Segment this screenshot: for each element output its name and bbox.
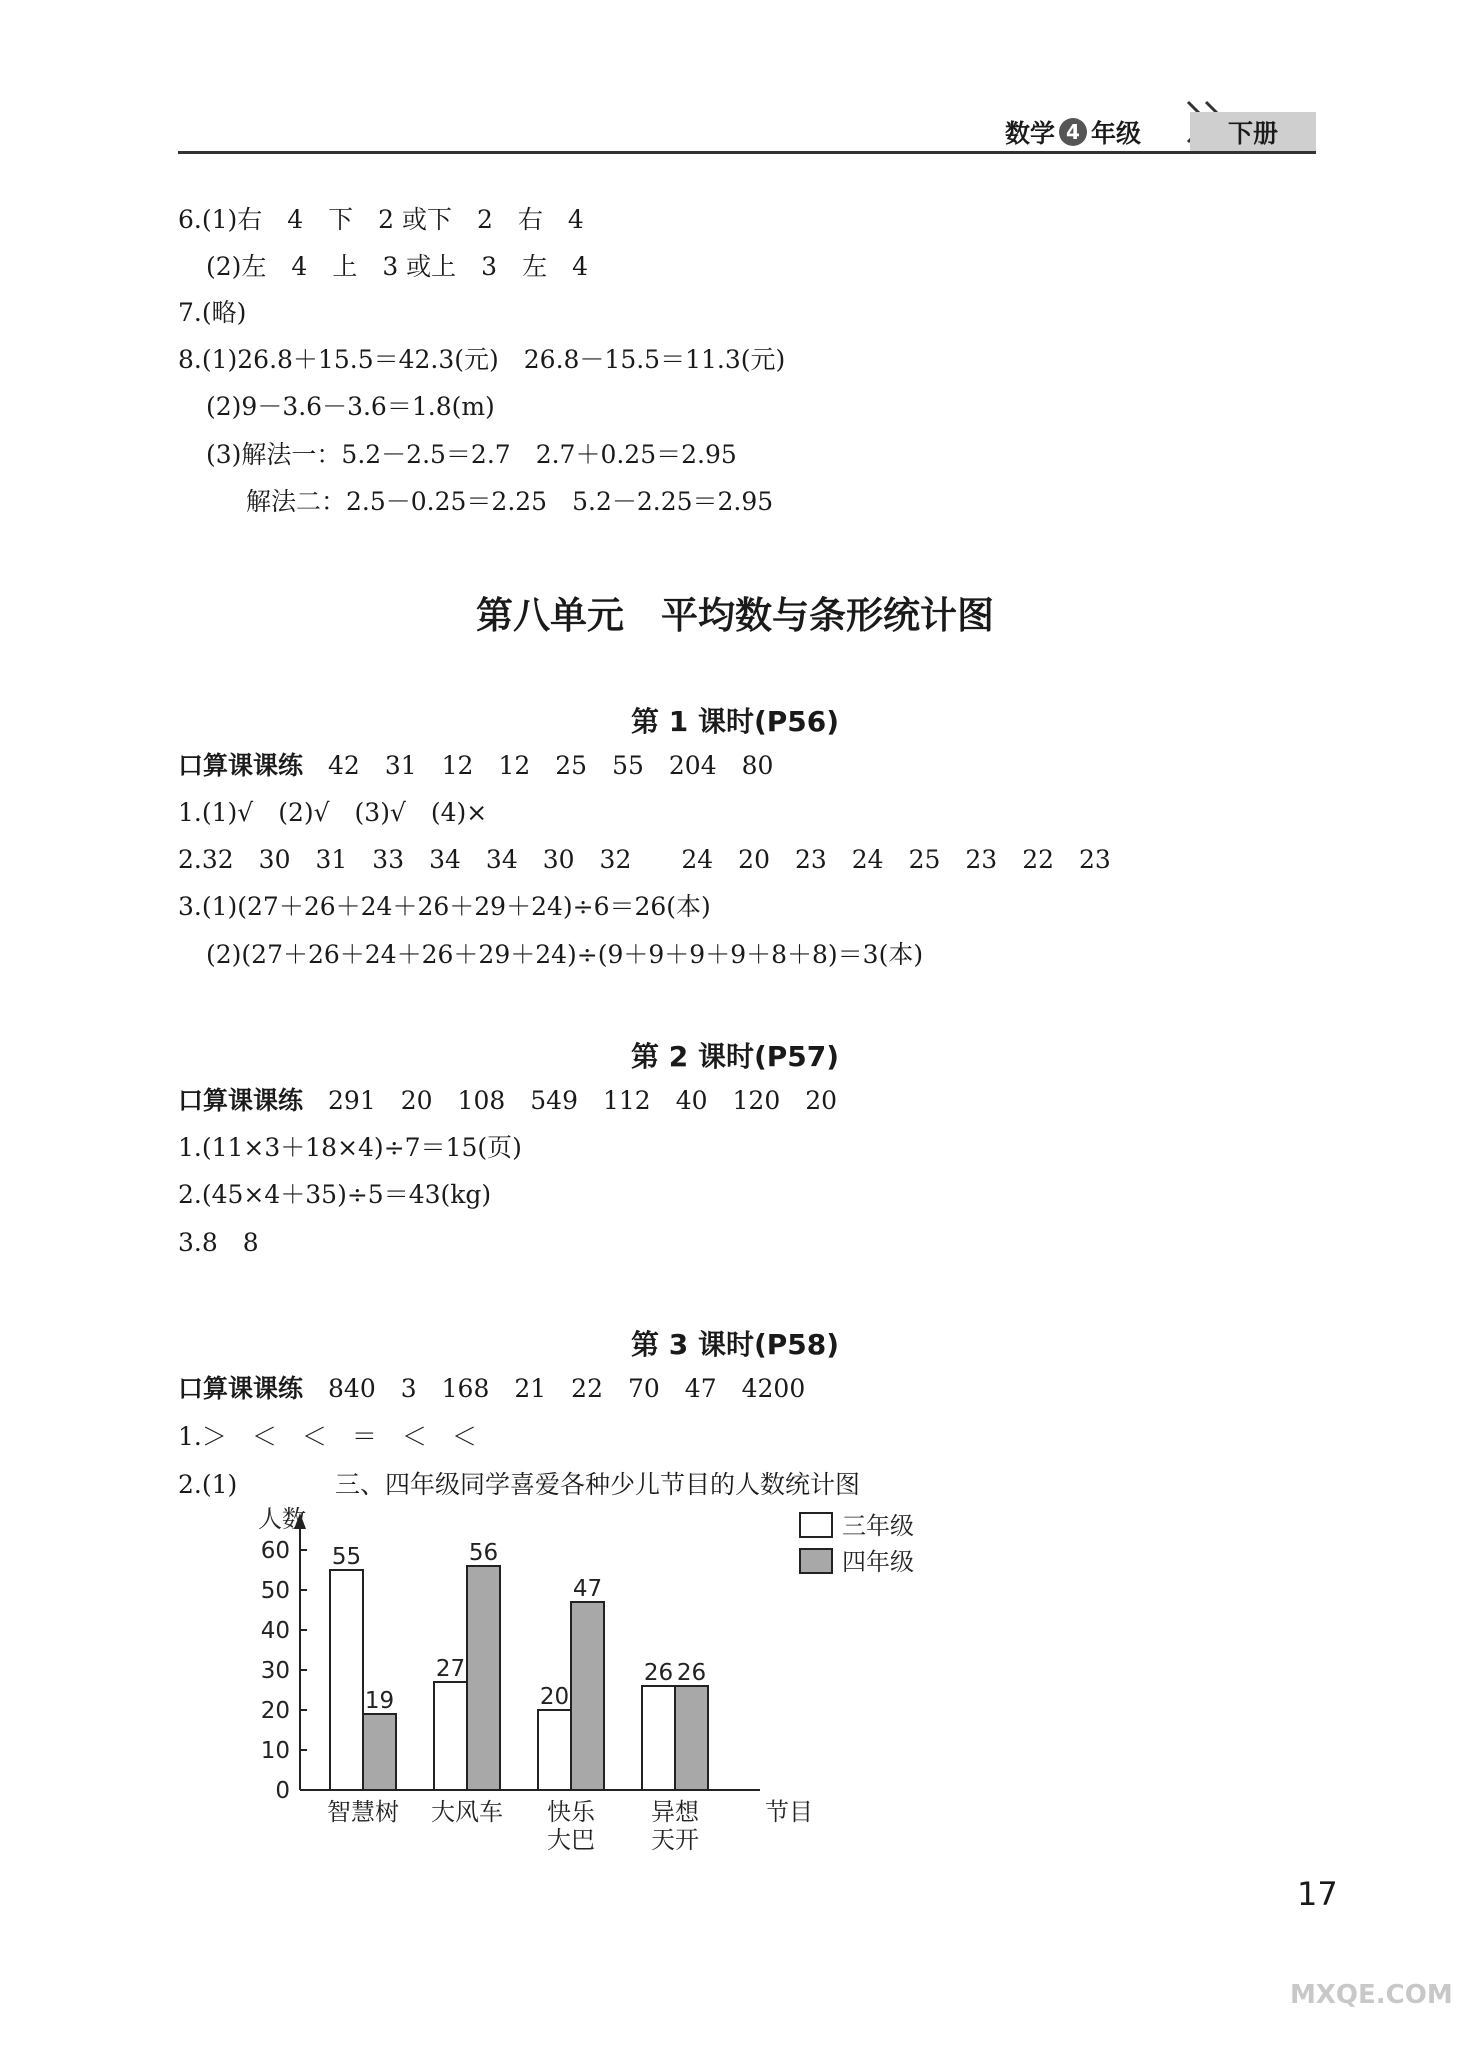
bar [434, 1682, 467, 1790]
oral-values: 291 20 108 549 112 40 120 20 [328, 1086, 838, 1115]
answer-8-3b: 解法二：2.5－0.25＝2.25 5.2－2.25＝2.95 [246, 487, 774, 516]
bar [363, 1714, 396, 1790]
watermark: MXQE.COM [1290, 1980, 1453, 2010]
legend-label: 三年级 [842, 1512, 914, 1540]
lesson1-q1: 1.(1)√ (2)√ (3)√ (4)× [178, 798, 488, 827]
answer-8-1: 8.(1)26.8＋15.5＝42.3(元) 26.8－15.5＝11.3(元) [178, 345, 786, 374]
category-label: 智慧树 [327, 1798, 399, 1826]
lesson3-q2-label: 2.(1) [178, 1470, 238, 1499]
y-axis-label: 人数 [258, 1505, 306, 1533]
legend-swatch [800, 1513, 832, 1537]
lesson3-q1: 1.＞ ＜ ＜ ＝ ＜ ＜ [178, 1422, 477, 1451]
data-label: 47 [572, 1576, 603, 1602]
lesson3-oral [178, 1374, 805, 1404]
legend-swatch [800, 1549, 832, 1573]
page-number: 17 [1297, 1875, 1338, 1913]
lesson2-title: 第 2 课时(P57) [630, 1040, 840, 1073]
x-axis-label: 节目 [765, 1798, 813, 1826]
lesson1-oral [178, 751, 773, 781]
bar [642, 1686, 675, 1790]
y-tick-label: 40 [260, 1618, 290, 1644]
y-tick-label: 50 [260, 1578, 290, 1604]
y-tick-label: 10 [260, 1738, 290, 1764]
data-label: 55 [331, 1544, 362, 1570]
data-label: 19 [364, 1688, 395, 1714]
category-label: 天开 [651, 1826, 699, 1854]
oral-label: 口算课课练 [178, 1374, 304, 1403]
lesson1-title: 第 1 课时(P56) [630, 705, 840, 738]
category-label: 异想 [651, 1798, 699, 1826]
lesson2-q2: 2.(45×4＋35)÷5＝43(kg) [178, 1180, 492, 1209]
lesson3-title: 第 3 课时(P58) [630, 1328, 840, 1361]
header-subject [1005, 112, 1141, 152]
answer-8-2: (2)9－3.6－3.6＝1.8(m) [206, 392, 495, 421]
bar [675, 1686, 708, 1790]
lesson2-oral [178, 1086, 837, 1116]
data-label: 27 [435, 1656, 466, 1682]
grade-badge: 4 [1059, 118, 1087, 146]
answer-8-3a: (3)解法一：5.2－2.5＝2.7 2.7＋0.25＝2.95 [206, 440, 737, 469]
lesson1-q3-2: (2)(27＋26＋24＋26＋29＋24)÷(9＋9＋9＋9＋8＋8)＝3(本) [206, 940, 924, 969]
oral-label: 口算课课练 [178, 751, 304, 780]
category-label: 大风车 [431, 1798, 503, 1826]
y-tick-label: 0 [275, 1778, 290, 1804]
bar [571, 1602, 604, 1790]
category-label: 大巴 [547, 1826, 595, 1854]
lesson2-q1: 1.(11×3＋18×4)÷7＝15(页) [178, 1133, 522, 1162]
chart-title: 三、四年级同学喜爱各种少儿节目的人数统计图 [335, 1470, 861, 1499]
category-label: 快乐 [547, 1798, 595, 1826]
legend-label: 四年级 [842, 1548, 914, 1576]
oral-values: 840 3 168 21 22 70 47 4200 [328, 1374, 806, 1403]
lesson2-q3: 3.8 8 [178, 1228, 259, 1257]
data-label: 26 [643, 1660, 674, 1686]
data-label: 20 [539, 1684, 570, 1710]
bar [467, 1566, 500, 1790]
oral-label: 口算课课练 [178, 1086, 304, 1115]
header-divider [178, 151, 1316, 154]
bar [330, 1570, 363, 1790]
y-tick-label: 60 [260, 1538, 290, 1564]
volume-label: 下册 [1227, 119, 1278, 148]
data-label: 56 [468, 1540, 499, 1566]
grade-label: 年级 [1091, 119, 1142, 148]
y-tick-label: 20 [260, 1698, 290, 1724]
volume-tag [1190, 112, 1316, 152]
answer-7: 7.(略) [178, 298, 247, 327]
data-label: 26 [676, 1660, 707, 1686]
bar-chart [200, 1505, 960, 1865]
lesson1-q3-1: 3.(1)(27＋26＋24＋26＋29＋24)÷6＝26(本) [178, 892, 711, 921]
section-title: 第八单元 平均数与条形统计图 [476, 594, 994, 637]
subject-label: 数学 [1005, 119, 1056, 148]
y-tick-label: 30 [260, 1658, 290, 1684]
bar [538, 1710, 571, 1790]
answer-6-2: (2)左 4 上 3 或上 3 左 4 [206, 252, 588, 281]
oral-values: 42 31 12 12 25 55 204 80 [328, 751, 774, 780]
answer-6-1: 6.(1)右 4 下 2 或下 2 右 4 [178, 205, 584, 234]
lesson1-q2: 2.32 30 31 33 34 34 30 32 24 20 23 24 25 23 22 23 [178, 845, 1111, 874]
